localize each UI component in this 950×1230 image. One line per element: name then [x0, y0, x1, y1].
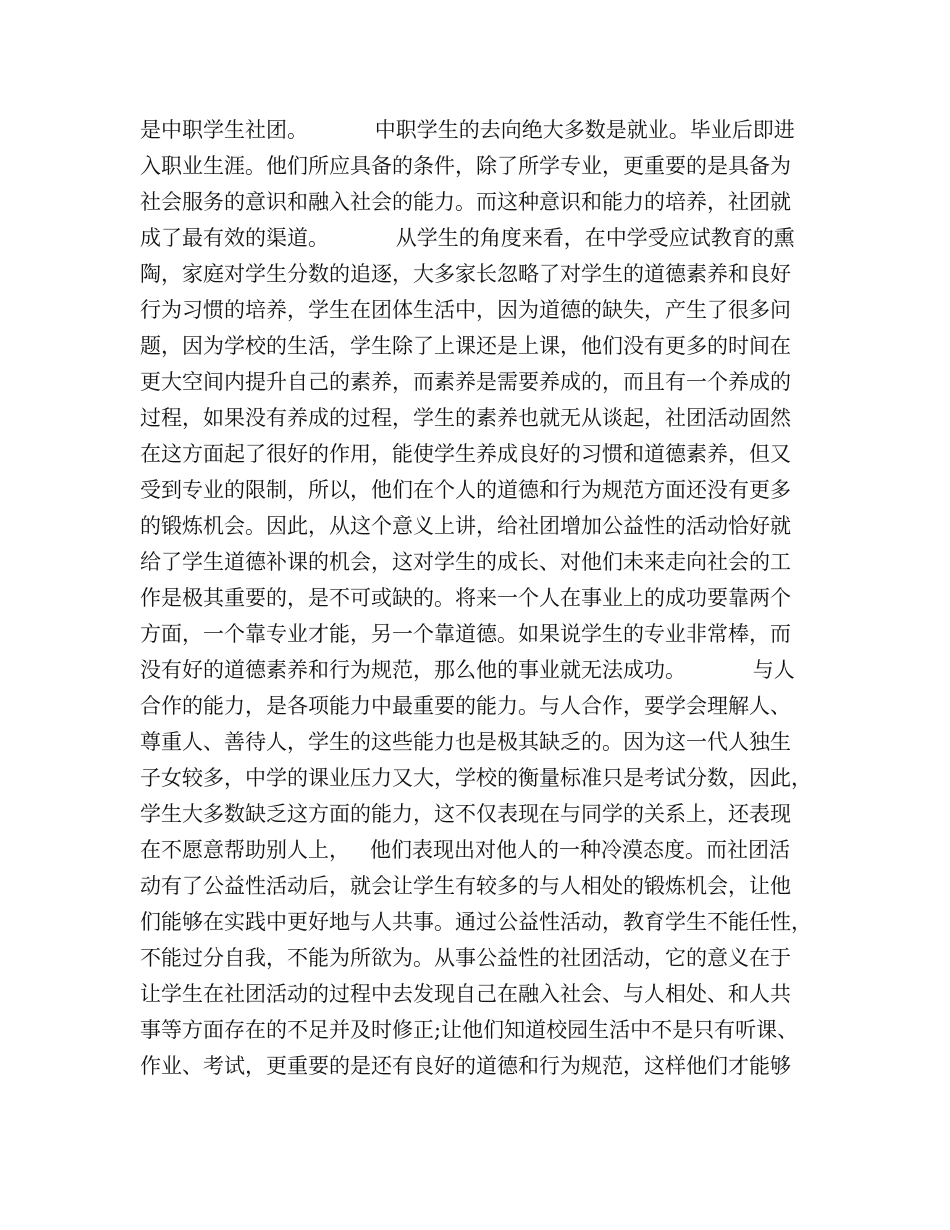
body-text — [140, 112, 830, 1084]
text-line: 陶，家庭对学生分数的追逐，大多家长忽略了对学生的道德素养和良好 — [140, 262, 791, 286]
text-line: 给了学生道德补课的机会，这对学生的成长、对他们未来走向社会的工 — [140, 550, 791, 574]
text-line: 在不愿意帮助别人上， 他们表现出对他人的一种冷漠态度。而社团活 — [140, 838, 791, 862]
text-line: 入职业生涯。他们所应具备的条件，除了所学专业，更重要的是具备为 — [140, 154, 791, 178]
text-line: 们能够在实践中更好地与人共事。通过公益性活动，教育学生不能任性， — [140, 910, 812, 934]
text-line: 合作的能力，是各项能力中最重要的能力。与人合作，要学会理解人、 — [140, 694, 791, 718]
text-line: 事等方面存在的不足并及时修正;让他们知道校园生活中不是只有听课、 — [140, 1018, 799, 1042]
text-line: 不能过分自我，不能为所欲为。从事公益性的社团活动，它的意义在于 — [140, 946, 791, 970]
text-line: 成了最有效的渠道。 从学生的角度来看，在中学受应试教育的熏 — [140, 226, 795, 250]
text-line: 作业、考试，更重要的是还有良好的道德和行为规范，这样他们才能够 — [140, 1054, 791, 1078]
text-line: 的锻炼机会。因此，从这个意义上讲，给社团增加公益性的活动恰好就 — [140, 514, 791, 538]
text-line: 是中职学生社团。 中职学生的去向绝大多数是就业。毕业后即进 — [140, 118, 795, 142]
text-line: 题，因为学校的生活，学生除了上课还是上课，他们没有更多的时间在 — [140, 334, 791, 358]
text-line: 在这方面起了很好的作用，能使学生养成良好的习惯和道德素养，但又 — [140, 442, 791, 466]
text-line: 方面，一个靠专业才能，另一个靠道德。如果说学生的专业非常棒，而 — [140, 622, 791, 646]
text-line: 作是极其重要的，是不可或缺的。将来一个人在事业上的成功要靠两个 — [140, 586, 791, 610]
text-line: 动有了公益性活动后，就会让学生有较多的与人相处的锻炼机会，让他 — [140, 874, 791, 898]
text-line: 社会服务的意识和融入社会的能力。而这种意识和能力的培养，社团就 — [140, 190, 791, 214]
text-line: 让学生在社团活动的过程中去发现自己在融入社会、与人相处、和人共 — [140, 982, 791, 1006]
text-line: 受到专业的限制，所以，他们在个人的道德和行为规范方面还没有更多 — [140, 478, 791, 502]
text-line: 学生大多数缺乏这方面的能力，这不仅表现在与同学的关系上，还表现 — [140, 802, 791, 826]
text-line: 过程，如果没有养成的过程，学生的素养也就无从谈起，社团活动固然 — [140, 406, 791, 430]
text-line: 尊重人、善待人，学生的这些能力也是极其缺乏的。因为这一代人独生 — [140, 730, 791, 754]
text-line: 更大空间内提升自己的素养，而素养是需要养成的，而且有一个养成的 — [140, 370, 791, 394]
text-line: 子女较多，中学的课业压力又大，学校的衡量标准只是考试分数，因此， — [140, 766, 812, 790]
text-line: 没有好的道德素养和行为规范，那么他的事业就无法成功。 与人 — [140, 658, 795, 682]
text-line: 行为习惯的培养，学生在团体生活中，因为道德的缺失，产生了很多问 — [140, 298, 791, 322]
